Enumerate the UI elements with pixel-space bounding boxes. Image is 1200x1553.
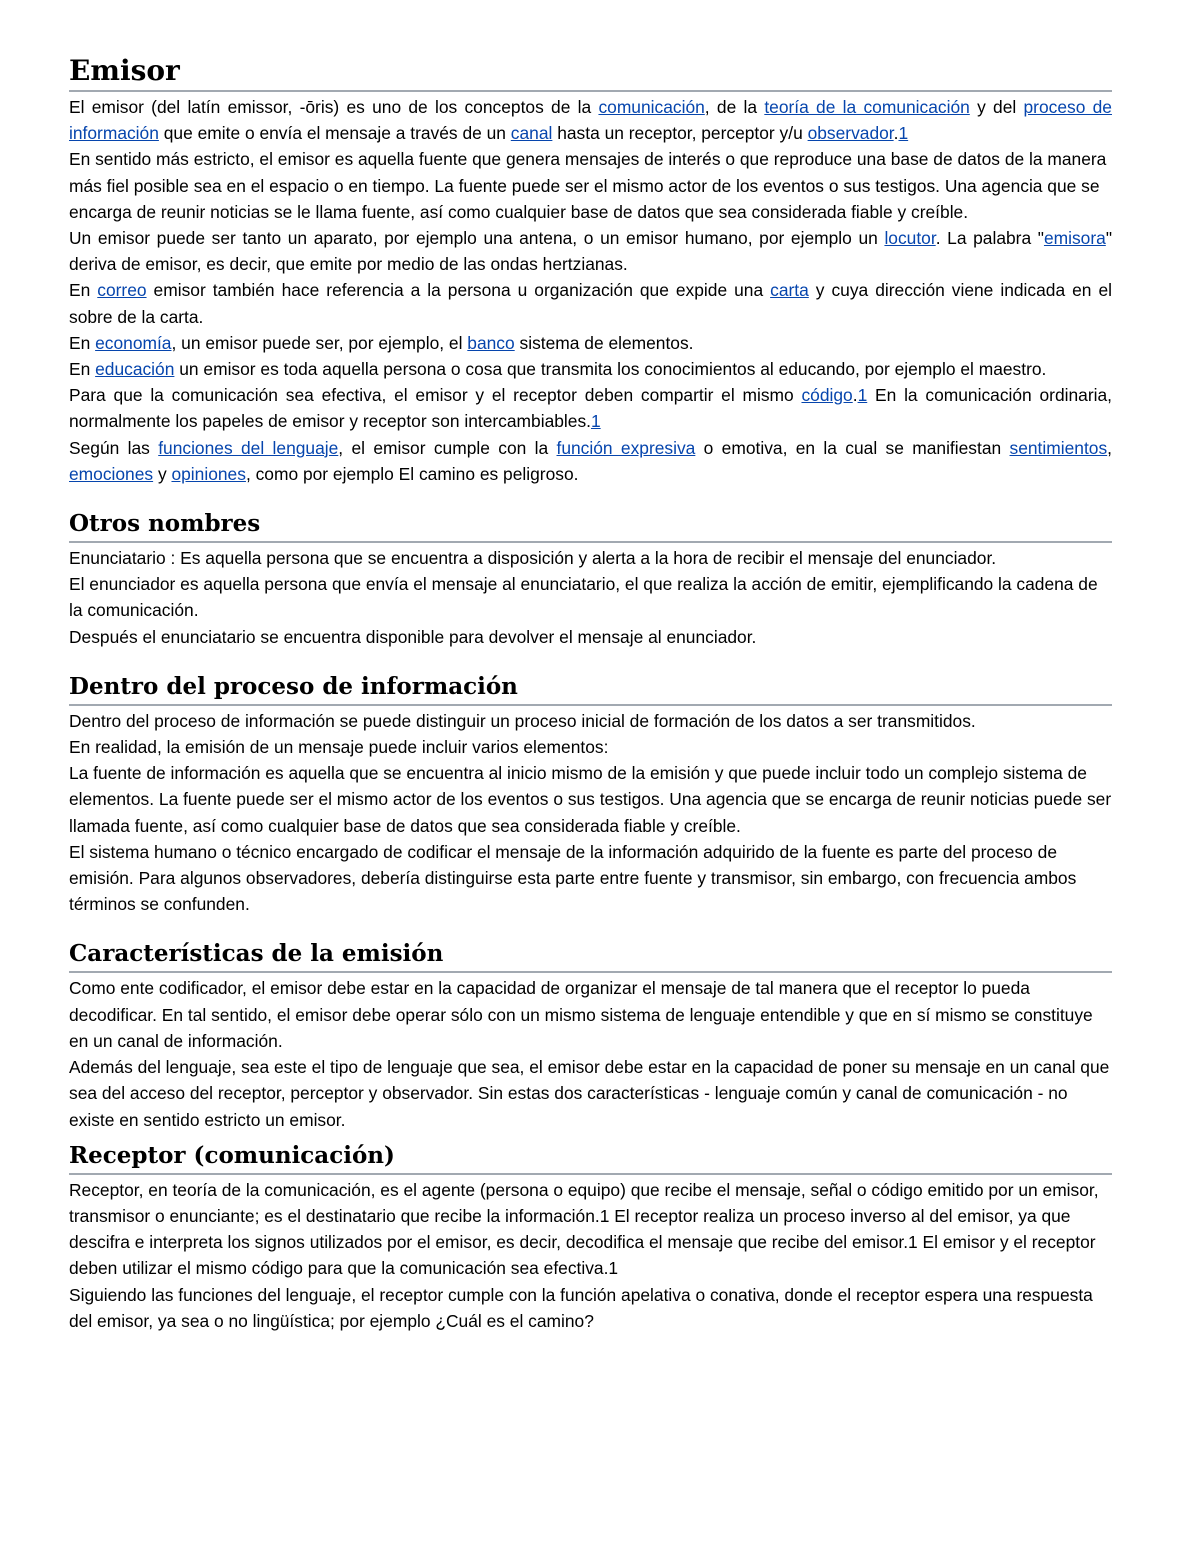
- link-emociones[interactable]: emociones: [69, 463, 154, 484]
- reference-link[interactable]: 1: [898, 123, 909, 144]
- paragraph-emisor-definition: El emisor (del latín emissor, -ōris) es uno de los conceptos de la comunicación, de la teoría de la comunicación y del proceso de información que emite o envía el mensaje a través de un canal hasta un receptor, perceptor y/u observador.1: [69, 97, 1112, 144]
- paragraph-emisor-funciones: Según las funciones del lenguaje, el emisor cumple con la función expresiva o emotiva, en la cual se manifiestan sentimientos, emociones y opiniones, como por ejemplo El camino es peligroso.: [69, 437, 1112, 484]
- paragraph-enunciador: El enunciador es aquella persona que envía el mensaje al enunciatario, el que realiza la acción de emitir, ejemplificando la cadena de la comunicación.: [69, 574, 1098, 621]
- article: [69, 52, 1112, 1334]
- paragraph-dentro-2: En realidad, la emisión de un mensaje puede incluir varios elementos:: [69, 737, 609, 758]
- paragraph-emisor-fuente: En sentido más estricto, el emisor es aquella fuente que genera mensajes de interés o que reproduce una base de datos de la manera más fiel posible sea en el espacio o en tiempo. La fuente puede ser el mismo actor de los eventos o sus testigos. Una agencia que se encarga de reunir noticias se le llama fuente, así como cualquier base de datos que sea considerada fiable y creíble.: [69, 149, 1107, 222]
- link-observador[interactable]: observador: [807, 123, 894, 144]
- link-educacion[interactable]: educación: [95, 359, 175, 380]
- link-funcion-expresiva[interactable]: función expresiva: [556, 437, 696, 458]
- link-canal[interactable]: canal: [510, 123, 553, 144]
- link-sentimientos[interactable]: sentimientos: [1009, 437, 1108, 458]
- paragraph-emisor-educacion: En educación un emisor es toda aquella persona o cosa que transmita los conocimientos al educando, por ejemplo el maestro.: [69, 359, 1047, 380]
- link-locutor[interactable]: locutor: [884, 228, 936, 249]
- paragraph-despues: Después el enunciatario se encuentra disponible para devolver el mensaje al enunciador.: [69, 626, 757, 647]
- paragraph-dentro-1: Dentro del proceso de información se puede distinguir un proceso inicial de formación de los datos a ser transmitidos.: [69, 710, 976, 731]
- heading-receptor: Receptor (comunicación): [69, 1139, 1112, 1175]
- link-emisora[interactable]: emisora: [1043, 228, 1106, 249]
- section-gap: [69, 917, 1112, 937]
- link-teoria-de-la-comunicacion[interactable]: teoría de la comunicación: [764, 97, 970, 117]
- paragraph-emisor-aparato: Un emisor puede ser tanto un aparato, por ejemplo una antena, o un emisor humano, por ejemplo un locutor. La palabra "emisora" deriva de emisor, es decir, que emite por medio de las ondas hertzianas.: [69, 228, 1112, 275]
- heading-caracteristicas: Características de la emisión: [69, 937, 1112, 973]
- paragraph-enunciatario: Enunciatario : Es aquella persona que se encuentra a disposición y alerta a la hora de recibir el mensaje del enunciador.: [69, 548, 997, 569]
- link-carta[interactable]: carta: [770, 280, 809, 301]
- link-comunicacion[interactable]: comunicación: [598, 97, 705, 117]
- paragraph-receptor-2: Siguiendo las funciones del lenguaje, el receptor cumple con la función apelativa o conativa, donde el receptor espera una respuesta del emisor, ya sea o no lingüística; por ejemplo ¿Cuál es el camino?: [69, 1284, 1093, 1331]
- paragraph-dentro-3: La fuente de información es aquella que se encuentra al inicio mismo de la emisión y que puede incluir todo un complejo sistema de elementos. La fuente puede ser el mismo actor de los eventos o sus testigos. Una agencia que se encarga de reunir noticias puede ser llamada fuente, así como cualquier base de datos que sea considerada fiable y creíble.: [69, 763, 1112, 836]
- section-gap: [69, 487, 1112, 507]
- reference-link[interactable]: 1: [590, 411, 601, 432]
- paragraph-emisor-correo: En correo emisor también hace referencia a la persona u organización que expide una carta y cuya dirección viene indicada en el sobre de la carta.: [69, 280, 1112, 327]
- reference-link[interactable]: 1: [857, 385, 868, 406]
- heading-dentro-del-proceso: Dentro del proceso de información: [69, 670, 1112, 706]
- link-codigo[interactable]: código: [801, 385, 853, 406]
- link-banco[interactable]: banco: [467, 332, 515, 353]
- link-proceso-de-informacion[interactable]: proceso de información: [69, 97, 1112, 144]
- link-opiniones[interactable]: opiniones: [171, 463, 246, 484]
- heading-otros-nombres: Otros nombres: [69, 507, 1112, 543]
- section-gap: [69, 650, 1112, 670]
- paragraph-caract-1: Como ente codificador, el emisor debe estar en la capacidad de organizar el mensaje de tal manera que el receptor lo pueda decodificar. En tal sentido, el emisor debe operar sólo con un mismo sistema de lenguaje entendible y que en sí mismo se constituye en un canal de información.: [69, 978, 1093, 1051]
- link-funciones-del-lenguaje[interactable]: funciones del lenguaje: [158, 437, 339, 458]
- heading-emisor: Emisor: [69, 52, 1112, 92]
- paragraph-receptor-1: Receptor, en teoría de la comunicación, es el agente (persona o equipo) que recibe el mensaje, señal o código emitido por un emisor, transmisor o enunciante; es el destinatario que recibe la información.1 El receptor realiza un proceso inverso al del emisor, ya que descifra e interpreta los signos utilizados por el emisor, es decir, decodifica el mensaje que recibe del emisor.1 El emisor y el receptor deben utilizar el mismo código para que la comunicación sea efectiva.1: [69, 1179, 1099, 1279]
- paragraph-caract-2: Además del lenguaje, sea este el tipo de lenguaje que sea, el emisor debe estar en la capacidad de poner su mensaje en un canal que sea del acceso del receptor, perceptor y observador. Sin estas dos características - lenguaje común y canal de comunicación - no existe en sentido estricto un emisor.: [69, 1057, 1110, 1130]
- link-correo[interactable]: correo: [97, 280, 147, 301]
- paragraph-dentro-4: El sistema humano o técnico encargado de codificar el mensaje de la información adquirido de la fuente es parte del proceso de emisión. Para algunos observadores, debería distinguirse esta parte entre fuente y transmisor, sin embargo, con frecuencia ambos términos se confunden.: [69, 841, 1077, 915]
- paragraph-emisor-codigo: Para que la comunicación sea efectiva, el emisor y el receptor deben compartir el mismo código.1 En la comunicación ordinaria, normalmente los papeles de emisor y receptor son intercambiables.1: [69, 385, 1112, 432]
- link-economia[interactable]: economía: [95, 332, 172, 353]
- paragraph-emisor-economia: En economía, un emisor puede ser, por ejemplo, el banco sistema de elementos.: [69, 332, 694, 353]
